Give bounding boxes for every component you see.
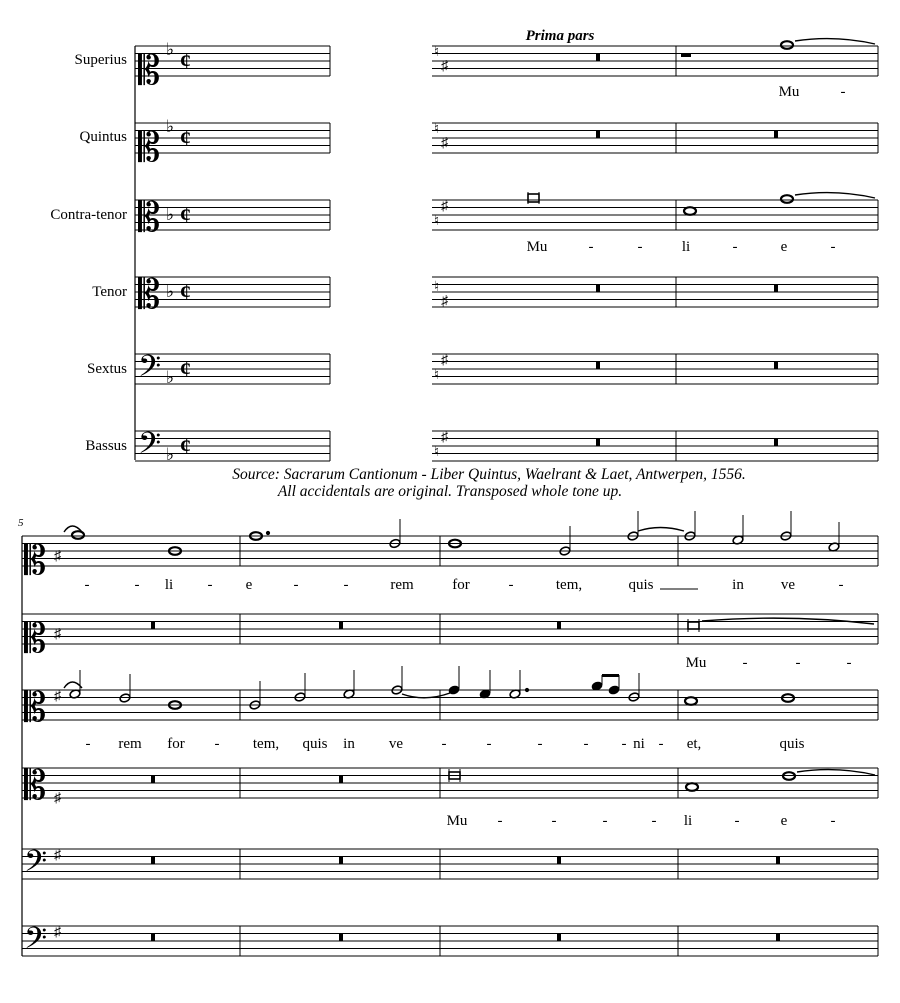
sharp-icon: ♯ xyxy=(54,791,61,806)
tie xyxy=(64,682,82,688)
lyric: Mu xyxy=(685,655,707,671)
lyric: - xyxy=(551,813,557,829)
measure-number: 5 xyxy=(18,517,24,529)
natural-icon: ♮ xyxy=(434,368,440,383)
rest xyxy=(557,934,561,942)
rest xyxy=(596,131,600,139)
lyric: - xyxy=(838,577,844,593)
lyric: - xyxy=(537,736,543,752)
whole-note xyxy=(781,41,793,49)
sharp-icon: ♯ xyxy=(441,294,448,309)
half-note xyxy=(249,681,261,710)
rest xyxy=(774,362,778,370)
quarter-note xyxy=(448,666,460,695)
lyric: li xyxy=(681,239,691,255)
rest xyxy=(774,285,778,293)
rest xyxy=(339,622,343,630)
breve-note xyxy=(688,619,699,632)
whole-note xyxy=(686,783,698,791)
half-note xyxy=(627,511,639,541)
f-clef-icon: 𝄢 xyxy=(24,845,48,885)
rest xyxy=(151,934,155,942)
natural-icon: ♮ xyxy=(434,280,440,295)
sharp-icon: ♯ xyxy=(54,848,61,863)
dot xyxy=(525,688,528,691)
lyric: Mu xyxy=(778,84,800,100)
lyric: - xyxy=(840,84,846,100)
flat-icon: ♭ xyxy=(166,368,175,387)
lyric: - xyxy=(602,813,608,829)
lyric: quis xyxy=(779,736,805,752)
lyric: - xyxy=(588,239,594,255)
tie xyxy=(797,770,875,775)
voice-label-superius: Superius xyxy=(74,52,127,68)
sharp-icon: ♯ xyxy=(441,430,448,445)
rest xyxy=(151,622,155,630)
cut-time-icon: ¢ xyxy=(180,279,191,304)
half-note xyxy=(343,670,355,699)
sharp-icon: ♯ xyxy=(441,353,448,368)
cut-time-icon: ¢ xyxy=(180,356,191,381)
system-2 xyxy=(18,511,878,962)
lyric: ni xyxy=(633,736,645,752)
voice-label-bassus: Bassus xyxy=(85,438,127,454)
whole-note xyxy=(781,195,793,203)
natural-icon: ♮ xyxy=(434,214,440,229)
sharp-icon: ♯ xyxy=(54,925,61,940)
lyric: ve xyxy=(780,577,796,593)
lyric: e xyxy=(780,813,788,829)
lyric: et, xyxy=(686,736,702,752)
half-note xyxy=(509,670,521,699)
whole-note xyxy=(72,531,84,539)
lyric: quis xyxy=(628,577,654,593)
f-clef-icon: 𝄢 xyxy=(138,427,162,467)
lyric: - xyxy=(486,736,492,752)
rest xyxy=(776,934,780,942)
notes-system-1 xyxy=(528,39,875,446)
lyric: in xyxy=(343,736,355,752)
lyric: e xyxy=(245,577,253,593)
rest xyxy=(339,934,343,942)
half-note xyxy=(559,526,571,556)
lyrics-system-1 xyxy=(527,84,846,255)
lyric: - xyxy=(293,577,299,593)
lyric: - xyxy=(846,655,852,671)
half-note xyxy=(780,511,792,541)
voice-label-tenor: Tenor xyxy=(92,284,127,300)
c-clef-icon: 𝄡 xyxy=(24,685,47,730)
section-title: Prima pars xyxy=(525,28,595,44)
lyric: rem xyxy=(390,577,414,593)
staff-lines-system-2 xyxy=(22,536,878,956)
half-rest xyxy=(681,54,691,58)
flat-icon: ♭ xyxy=(166,282,175,301)
flat-icon: ♭ xyxy=(166,445,175,464)
lyric: in xyxy=(732,577,744,593)
lyric: - xyxy=(621,736,627,752)
rest xyxy=(339,857,343,865)
flat-icon: ♭ xyxy=(166,40,175,59)
f-clef-icon: 𝄢 xyxy=(24,922,48,962)
notes-system-2 xyxy=(64,511,875,941)
half-note xyxy=(391,666,403,695)
lyric: Mu xyxy=(446,813,468,829)
voice-label-contratenor: Contra-tenor xyxy=(50,207,127,223)
whole-note xyxy=(685,697,697,705)
rest xyxy=(774,439,778,447)
lyric: rem xyxy=(118,736,142,752)
lyric: li xyxy=(683,813,693,829)
tie xyxy=(638,528,684,532)
lyrics-system-2 xyxy=(85,577,852,829)
c-clef-icon: 𝄡 xyxy=(138,48,161,93)
half-note xyxy=(828,522,840,552)
flat-icon: ♭ xyxy=(166,205,175,224)
c-clef-icon: 𝄡 xyxy=(24,538,47,583)
c-clef-icon: 𝄡 xyxy=(24,616,47,661)
rest xyxy=(596,439,600,447)
lyric: tem, xyxy=(252,736,280,752)
half-note xyxy=(684,511,696,541)
lyric: - xyxy=(85,736,91,752)
system-1 xyxy=(50,28,878,467)
lyric: - xyxy=(134,577,140,593)
cut-time-icon: ¢ xyxy=(180,48,191,73)
lyric: - xyxy=(830,239,836,255)
half-note xyxy=(389,519,401,549)
half-note xyxy=(119,674,131,703)
tie xyxy=(795,39,875,44)
transposition-note: All accidentals are original. Transposed whole tone up. xyxy=(277,483,623,500)
lyric: - xyxy=(651,813,657,829)
rest xyxy=(596,285,600,293)
key-change xyxy=(434,45,449,460)
lyric: - xyxy=(637,239,643,255)
source-note: Source: Sacrarum Cantionum - Liber Quintus, Waelrant & Laet, Antwerpen, 1556. xyxy=(232,466,746,483)
lyric: for xyxy=(167,736,185,752)
rest xyxy=(596,362,600,370)
voice-label-sextus: Sextus xyxy=(86,361,127,377)
sharp-icon: ♯ xyxy=(54,549,61,564)
sharp-icon: ♯ xyxy=(54,627,61,642)
lyric: - xyxy=(795,655,801,671)
natural-icon: ♮ xyxy=(434,122,440,137)
voice-label-quintus: Quintus xyxy=(79,129,127,145)
rest xyxy=(151,857,155,865)
sharp-icon: ♯ xyxy=(54,689,61,704)
lyric: - xyxy=(214,736,220,752)
half-note xyxy=(732,515,744,545)
lyric: - xyxy=(207,577,213,593)
cut-time-icon: ¢ xyxy=(180,125,191,150)
whole-note xyxy=(684,207,696,215)
sharp-icon: ♯ xyxy=(441,136,448,151)
lyric: for xyxy=(452,577,470,593)
whole-note xyxy=(782,694,794,702)
tie xyxy=(795,193,875,198)
lyric: ve xyxy=(388,736,404,752)
lyric: li xyxy=(164,577,174,593)
lyric: Mu xyxy=(526,239,548,255)
lyric: - xyxy=(508,577,514,593)
lyric: quis xyxy=(302,736,328,752)
rest xyxy=(774,131,778,139)
lyric: - xyxy=(84,577,90,593)
c-clef-icon: 𝄡 xyxy=(138,125,161,170)
natural-icon: ♮ xyxy=(434,45,440,60)
whole-note xyxy=(783,772,795,780)
quarter-note xyxy=(479,670,491,699)
lyric: - xyxy=(497,813,503,829)
sharp-icon: ♯ xyxy=(441,59,448,74)
rest xyxy=(339,776,343,784)
flat-icon: ♭ xyxy=(166,117,175,136)
dot xyxy=(266,531,269,534)
rest xyxy=(557,622,561,630)
lyric: - xyxy=(732,239,738,255)
lyric: - xyxy=(658,736,664,752)
staff-lines-system-1 xyxy=(135,46,878,461)
breve-note xyxy=(528,192,539,204)
rest xyxy=(557,857,561,865)
lyric: - xyxy=(830,813,836,829)
lyric: tem, xyxy=(555,577,583,593)
barlines-system-1 xyxy=(330,46,878,461)
lyric: - xyxy=(583,736,589,752)
lyric: - xyxy=(441,736,447,752)
rest xyxy=(151,776,155,784)
lyric: - xyxy=(734,813,740,829)
lyric: - xyxy=(343,577,349,593)
c-clef-icon: 𝄡 xyxy=(138,195,161,240)
eighth-note-pair xyxy=(591,674,620,695)
lyric: e xyxy=(780,239,788,255)
natural-icon: ♮ xyxy=(434,445,440,460)
sharp-icon: ♯ xyxy=(441,199,448,214)
f-clef-icon: 𝄢 xyxy=(138,350,162,390)
lyric: - xyxy=(742,655,748,671)
c-clef-icon: 𝄡 xyxy=(138,272,161,317)
c-clef-icon: 𝄡 xyxy=(24,763,47,808)
cut-time-icon: ¢ xyxy=(180,433,191,458)
cut-time-icon: ¢ xyxy=(180,202,191,227)
rest xyxy=(596,54,600,62)
rest xyxy=(776,857,780,865)
